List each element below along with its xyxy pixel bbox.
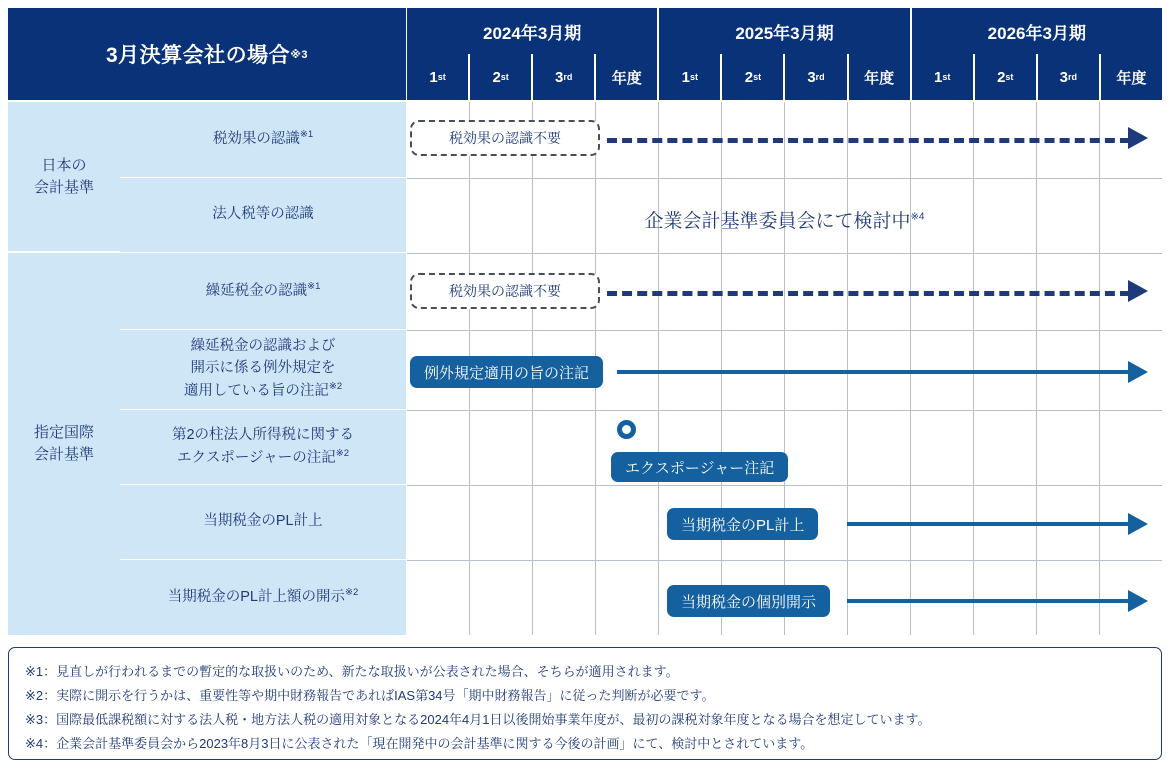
header-quarter-2025-q3 <box>785 54 848 100</box>
solid-timeline-line <box>847 599 1130 603</box>
milestone-circle-icon <box>617 420 636 439</box>
row-label-text: 当期税金のPL計上 <box>203 513 323 530</box>
timeline-pill-current-tax-pl <box>667 508 818 540</box>
row-label-text: 繰延税金の認識 <box>205 282 308 299</box>
timeline-pill-current-tax-disclosure <box>667 585 830 617</box>
timeline-pill-exposure-note <box>611 452 788 482</box>
q-sup: st <box>500 72 509 82</box>
timeline-row-current-tax-pl <box>407 485 1162 560</box>
center-status-text-sup: ※4 <box>910 211 925 223</box>
header-years-row <box>407 8 1162 54</box>
dashed-note-box-text: 税効果の認識不要 <box>449 283 561 299</box>
dashed-note-box <box>410 273 600 309</box>
footnotes-panel <box>8 647 1162 760</box>
arrowhead-icon <box>1128 361 1148 383</box>
timeline-pill-text: 当期税金の個別開示 <box>681 593 817 611</box>
solid-timeline-line <box>847 522 1130 526</box>
q-sup: st <box>690 72 699 82</box>
row-label-sup: ※2 <box>328 380 343 392</box>
header-year-2024: 2024年3月期 <box>407 8 659 54</box>
arrowhead-icon <box>1128 127 1148 149</box>
q-sup: st <box>1005 72 1014 82</box>
timeline-pill-text: エクスポージャー注記 <box>625 459 775 477</box>
timeline-row-tax-effect <box>407 102 1162 178</box>
row-label-sup: ※1 <box>299 129 314 141</box>
row-label-pillar-two-exposure-note <box>120 410 406 485</box>
q-sup: st <box>753 72 762 82</box>
group-label-japan-gaap <box>8 102 120 253</box>
header-quarter-2026-q1 <box>912 54 975 100</box>
row-label-tax-effect-recognition <box>120 102 406 178</box>
group-label-line2: 会計基準 <box>33 178 94 196</box>
row-label-text-line2: 開示に係る例外規定を <box>190 360 336 377</box>
q-num: 1 <box>681 68 691 86</box>
group-label-designated-ifrs <box>8 253 120 635</box>
group-label-line2: 会計基準 <box>33 446 94 463</box>
q-num: 1 <box>933 68 943 86</box>
header-year-2025: 2025年3月期 <box>659 8 911 54</box>
footnote-1: ※1：見直しが行われるまでの暫定的な取扱いのため、新たな取扱いが公表された場合、そちらが適用されます。 <box>25 664 679 679</box>
row-label-text-line2: エクスポージャーの注記 <box>176 449 336 466</box>
row-label-current-tax-pl-disclosure <box>120 560 406 635</box>
header-quarter-2026-fy <box>1101 54 1162 100</box>
q-sup: rd <box>1067 72 1077 82</box>
q-num: 年度 <box>864 69 895 87</box>
row-label-sup: ※2 <box>345 587 359 599</box>
header-quarter-2025-q1 <box>659 54 722 100</box>
row-label-text-line1: 繰延税金の認識および <box>190 338 336 355</box>
footnote-2: ※2：実際に開示を行うかは、重要性等や期中財務報告であればIAS第34号「期中財務報告」に従った判断が必要です。 <box>25 688 715 704</box>
row-label-sup: ※2 <box>335 447 349 459</box>
q-num: 3 <box>1059 68 1068 86</box>
row-label-text: 当期税金のPL計上額の開示 <box>167 589 345 606</box>
page-title <box>8 8 406 100</box>
row-label-text: 税効果の認識 <box>212 131 300 148</box>
header-quarter-2026-q3 <box>1038 54 1101 100</box>
timeline-row-exposure-note <box>407 410 1162 485</box>
q-sup: st <box>437 72 446 82</box>
timeline-pill-exception-note <box>410 356 603 388</box>
header-quarter-2024-fy <box>596 54 659 100</box>
q-num: 3 <box>807 68 816 86</box>
header-quarter-2026-q2 <box>975 54 1038 100</box>
q-num: 2 <box>997 68 1006 86</box>
header-year-2026: 2026年3月期 <box>912 8 1162 54</box>
arrowhead-icon <box>1128 590 1148 612</box>
timeline-row-current-tax-disclosure <box>407 560 1162 635</box>
header-quarter-2025-q2 <box>722 54 785 100</box>
row-label-text-line1: 第2の柱法人所得税に関する <box>171 426 355 443</box>
timeline-row-deferred-tax <box>407 253 1162 330</box>
dashed-timeline-line <box>607 291 1130 296</box>
q-sup: rd <box>563 72 573 82</box>
dashed-timeline-line <box>607 138 1130 143</box>
center-status-text-label: 企業会計基準委員会にて検討中 <box>644 211 911 232</box>
q-num: 1 <box>429 68 438 86</box>
row-label-current-tax-pl <box>120 485 406 560</box>
center-status-text <box>407 206 1162 233</box>
arrowhead-icon <box>1128 513 1148 535</box>
timeline-pill-text: 当期税金のPL計上 <box>681 516 805 534</box>
header-quarters-row <box>407 54 1162 100</box>
timeline-row-exception-note <box>407 330 1162 410</box>
solid-timeline-line <box>617 370 1130 374</box>
q-num: 2 <box>744 68 754 86</box>
header-quarter-2025-fy <box>849 54 912 100</box>
footnote-3: ※3：国際最低課税額に対する法人税・地方法人税の適用対象となる2024年4月1日以後開始事業年度が、最初の課税対象年度となる場合を想定しています。 <box>25 712 931 728</box>
row-label-exception-note <box>120 330 406 410</box>
group-label-line1: 指定国際 <box>33 424 94 442</box>
row-label-text-line3: 適用している旨の注記 <box>183 382 329 399</box>
dashed-note-box <box>410 120 600 156</box>
q-num: 年度 <box>1116 69 1147 87</box>
header-quarter-2024-q2 <box>470 54 533 100</box>
page-title-text: 3月決算会社の場合 <box>106 44 291 67</box>
footnote-4: ※4：企業会計基準委員会から2023年8月3日に公表された「現在開発中の会計基準に関する今後の計画」にて、検討中とされています。 <box>25 736 814 752</box>
timeline-row-corporate-tax <box>407 178 1162 253</box>
group-label-line1: 日本の <box>41 156 87 174</box>
timeline-grid <box>407 102 1162 635</box>
dashed-note-box-text: 税効果の認識不要 <box>449 130 561 146</box>
row-label-deferred-tax-recognition <box>120 253 406 330</box>
q-num: 年度 <box>611 69 642 87</box>
row-label-corporate-tax-recognition <box>120 178 406 253</box>
q-num: 3 <box>555 68 564 86</box>
header-quarter-2024-q3 <box>533 54 596 100</box>
page-title-superscript: ※3 <box>290 48 308 61</box>
row-label-sup: ※1 <box>307 280 321 292</box>
q-sup: rd <box>815 72 825 82</box>
row-label-text: 法人税等の認識 <box>212 206 314 223</box>
timeline-pill-text: 例外規定適用の旨の注記 <box>424 364 590 382</box>
header-quarter-2024-q1 <box>407 54 470 100</box>
q-num: 2 <box>492 68 501 86</box>
q-sup: st <box>942 72 951 82</box>
arrowhead-icon <box>1128 280 1148 302</box>
